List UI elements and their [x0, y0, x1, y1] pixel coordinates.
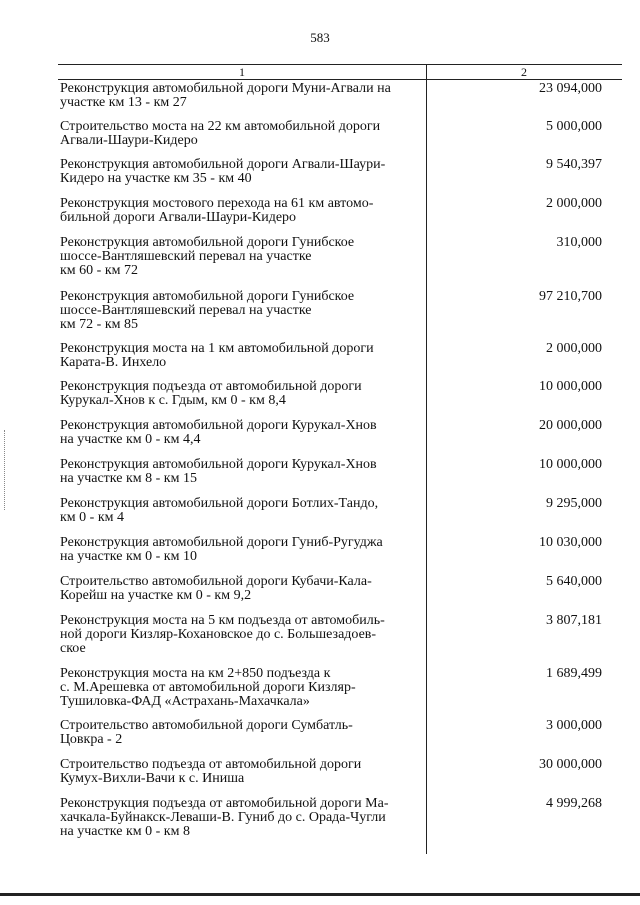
row-description: Реконструкция мостового перехода на 61 км автомо- бильной дороги Агвали-Шаури-Кидеро [60, 196, 374, 225]
row-description: Реконструкция моста на 5 км подъезда от автомобиль- ной дороги Кизляр-Кохановское до с. Большезадоев- ское [60, 613, 385, 656]
row-description: Реконструкция подъезда от автомобильной дороги Курукал-Хнов к с. Гдым, км 0 - км 8,4 [60, 379, 362, 408]
row-description: Реконструкция автомобильной дороги Гуниб-Ругуджа на участке км 0 - км 10 [60, 535, 383, 564]
row-amount: 9 540,397 [546, 157, 602, 172]
row-description: Реконструкция подъезда от автомобильной дороги Ма- хачкала-Буйнакск-Леваши-В. Гуниб до с. Орада-Чугли на участке км 0 - км 8 [60, 796, 389, 839]
table-row [58, 158, 602, 186]
table-row [58, 120, 602, 148]
row-amount: 2 000,000 [546, 196, 602, 211]
row-description: Строительство моста на 22 км автомобильной дороги Агвали-Шаури-Кидеро [60, 119, 381, 148]
table-row [58, 197, 602, 225]
table-row [58, 497, 602, 525]
table-row [58, 536, 602, 564]
row-amount: 310,000 [556, 235, 602, 250]
table-row [58, 797, 602, 839]
row-amount: 10 000,000 [539, 379, 602, 394]
row-description: Реконструкция автомобильной дороги Курукал-Хнов на участке км 0 - км 4,4 [60, 418, 377, 447]
row-description: Реконструкция моста на км 2+850 подъезда к с. М.Арешевка от автомобильной дороги Кизляр- Тушиловка-ФАД «Астрахань-Махачкала» [60, 666, 356, 709]
table-header [58, 64, 622, 80]
table-row [58, 380, 602, 408]
page-number: 583 [310, 30, 330, 45]
table-row [58, 719, 602, 747]
row-amount: 3 807,181 [546, 613, 602, 628]
row-description: Реконструкция автомобильной дороги Курукал-Хнов на участке км 8 - км 15 [60, 457, 377, 486]
row-amount: 10 030,000 [539, 535, 602, 550]
row-amount: 10 000,000 [539, 457, 602, 472]
row-description: Реконструкция моста на 1 км автомобильной дороги Карата-В. Инхело [60, 341, 374, 370]
table-row [58, 236, 602, 278]
table-row [58, 614, 602, 656]
row-description: Реконструкция автомобильной дороги Гунибское шоссе-Вантляшевский перевал на участке км 72 - км 85 [60, 289, 355, 332]
scan-margin-marks [4, 430, 8, 510]
row-amount: 97 210,700 [539, 289, 602, 304]
row-description: Реконструкция автомобильной дороги Муни-Агвали на участке км 13 - км 27 [60, 81, 391, 110]
scan-bottom-edge [0, 893, 640, 896]
table-row [58, 458, 602, 486]
row-description: Реконструкция автомобильной дороги Агвали-Шаури- Кидеро на участке км 35 - км 40 [60, 157, 386, 186]
table-row [58, 419, 602, 447]
row-description: Строительство автомобильной дороги Кубачи-Кала- Корейш на участке км 0 - км 9,2 [60, 574, 372, 603]
row-description: Строительство автомобильной дороги Сумбатль- Цовкра - 2 [60, 718, 353, 747]
row-amount: 2 000,000 [546, 341, 602, 356]
column-header-2: 2 [521, 65, 527, 79]
column-header-1: 1 [239, 65, 245, 79]
row-amount: 1 689,499 [546, 666, 602, 681]
row-amount: 5 640,000 [546, 574, 602, 589]
table-row [58, 575, 602, 603]
row-description: Реконструкция автомобильной дороги Гунибское шоссе-Вантляшевский перевал на участке км 60 - км 72 [60, 235, 355, 278]
row-description: Строительство подъезда от автомобильной дороги Кумух-Вихли-Вачи к с. Иниша [60, 757, 362, 786]
row-amount: 3 000,000 [546, 718, 602, 733]
row-amount: 5 000,000 [546, 119, 602, 134]
funding-table [58, 64, 622, 839]
row-amount: 20 000,000 [539, 418, 602, 433]
table-row [58, 82, 602, 110]
row-amount: 9 295,000 [546, 496, 602, 511]
row-amount: 4 999,268 [546, 796, 602, 811]
table-row [58, 758, 602, 786]
table-row [58, 342, 602, 370]
row-amount: 30 000,000 [539, 757, 602, 772]
row-description: Реконструкция автомобильной дороги Ботлих-Тандо, км 0 - км 4 [60, 496, 379, 525]
table-row [58, 290, 602, 332]
row-amount: 23 094,000 [539, 81, 602, 96]
table-row [58, 667, 602, 709]
